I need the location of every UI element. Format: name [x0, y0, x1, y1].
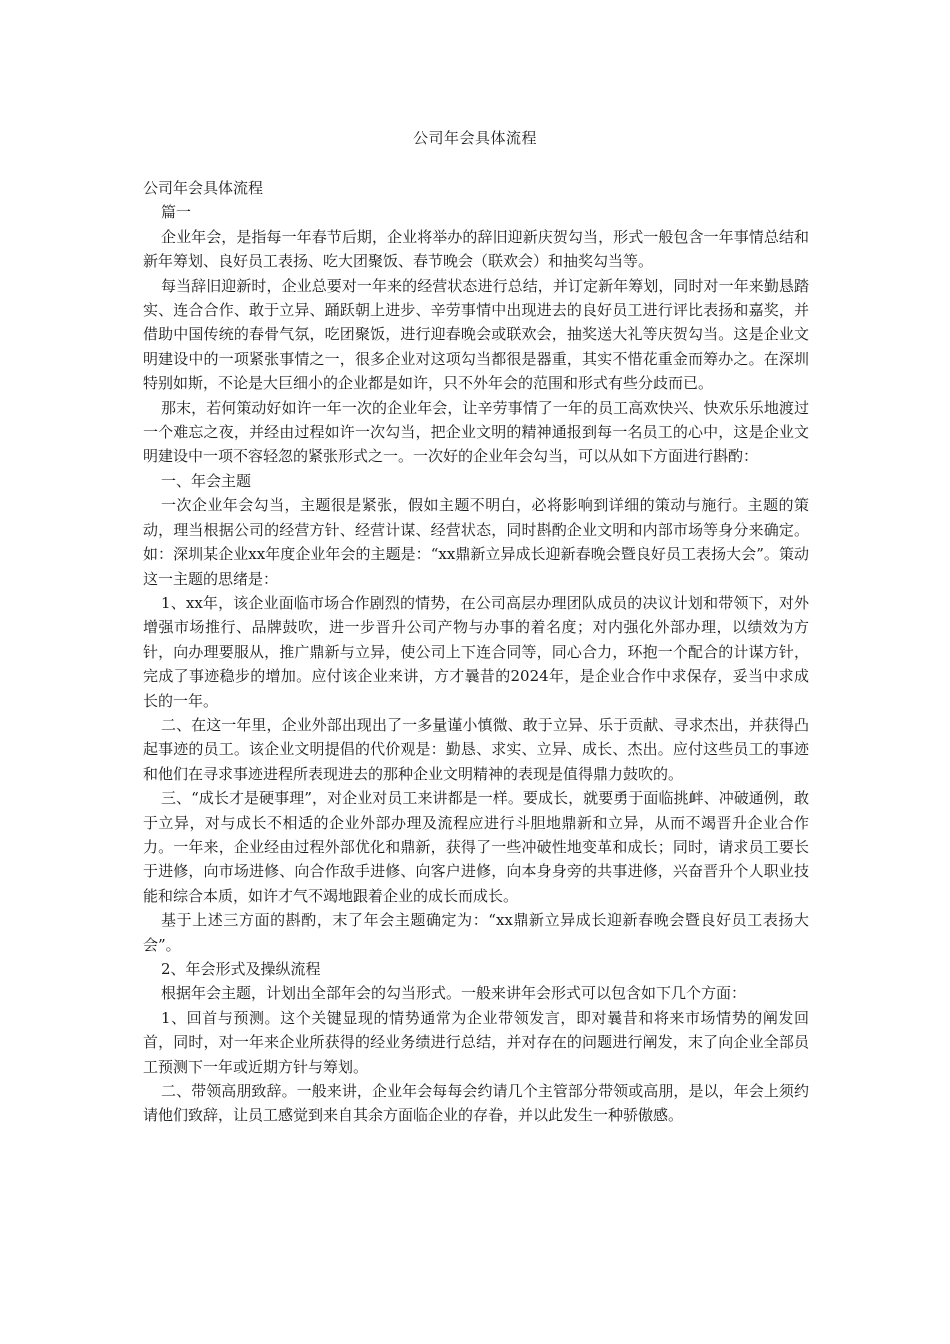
body-paragraph: 一次企业年会勾当，主题很是紧张，假如主题不明白，必将影响到详细的策动与施行。主题的策动，理当根据公司的经营方针、经营计谋、经营状态，同时斟酌企业文明和内部市场等身分来确定。如：深圳某企业xx年度企业年会的主题是：“xx鼎新立异成长迎新春晚会暨良好员工表扬大会”。策动这一主题的思绪是： — [143, 496, 809, 588]
body-paragraph: 一、年会主题 — [161, 471, 252, 490]
body-paragraph: 1、回首与预测。这个关键显现的情势通常为企业带领发言，即对曩昔和将来市场情势的阐发回首，同时，对一年来企业所获得的经业务绩进行总结，并对存在的问题进行阐发，末了向企业全部员工预测下一年或近期方针与筹划。 — [143, 1008, 809, 1076]
body-paragraph: 2、年会形式及操纵流程 — [161, 960, 321, 978]
body-paragraph: 根据年会主题，计划出全部年会的勾当形式。一般来讲年会形式可以包含如下几个方面： — [161, 984, 747, 1003]
section-heading: 公司年会具体流程 — [143, 179, 264, 197]
body-paragraph: 企业年会，是指每一年春节后期，企业将举办的辞旧迎新庆贺勾当，形式一般包含一年事情总结和新年筹划、良好员工表扬、吃大团聚饭、春节晚会（联欢会）和抽奖勾当等。 — [143, 227, 809, 271]
body-paragraph: 三、“成长才是硬事理”，对企业对员工来讲都是一样。要成长，就要勇于面临挑衅、冲破通例，敢于立异，对与成长不相适的企业外部办理及流程应进行斗胆地鼎新和立异，从而不竭晋升企业合作力。一年来，企业经由过程外部优化和鼎新，获得了一些冲破性地变革和成长；同时，请求员工要长于进修，向市场进修、向合作敌手进修、向客户进修，向本身身旁的共事进修，兴奋晋升个人职业技能和综合本质，如许才气不竭地跟着企业的成长而成长。 — [143, 789, 809, 905]
body-paragraph: 那末，若何策动好如许一年一次的企业年会，让辛劳事情了一年的员工高欢快兴、快欢乐乐地渡过一个难忘之夜，并经由过程如许一次勾当，把企业文明的精神通报到每一名员工的心中，这是企业文明建设中一项不容轻忽的紧张形式之一。一次好的企业年会勾当，可以从如下方面进行斟酌： — [143, 398, 809, 466]
body-paragraph: 篇一 — [161, 203, 192, 222]
body-paragraph: 二、在这一年里，企业外部出现出了一多量谨小慎微、敢于立异、乐于贡献、寻求杰出，并获得凸起事迹的员工。该企业文明提倡的代价观是：勤恳、求实、立异、成长、杰出。应付这些员工的事迹和他们在寻求事迹进程所表现进去的那种企业文明精神的表现是值得鼎力鼓吹的。 — [143, 715, 809, 783]
body-paragraph: 基于上述三方面的斟酌，末了年会主题确定为：“xx鼎新立异成长迎新春晚会暨良好员工表扬大会”。 — [143, 911, 809, 954]
document-body — [143, 176, 809, 1128]
body-paragraph: 每当辞旧迎新时，企业总要对一年来的经营状态进行总结，并订定新年筹划，同时对一年来勤恳踏实、连合合作、敢于立异、踊跃朝上进步、辛劳事情中出现进去的良好员工进行评比表扬和嘉奖，并借助中国传统的春骨气氛，吃团聚饭，进行迎春晚会或联欢会，抽奖送大礼等庆贺勾当。这是企业文明建设中的一项紧张事情之一，很多企业对这项勾当都很是器重，其实不惜花重金而筹办之。在深圳特别如斯，不论是大巨细小的企业都是如许，只不外年会的范围和形式有些分歧而已。 — [143, 276, 809, 393]
body-paragraph: 二、带领高朋致辞。一般来讲，企业年会每每会约请几个主管部分带领或高朋，是以，年会上须约请他们致辞，让员工感觉到来自其余方面临企业的存眷，并以此发生一种骄傲感。 — [143, 1082, 809, 1125]
body-paragraph: 1、xx年，该企业面临市场合作剧烈的情势，在公司高层办理团队成员的决议计划和带领下，对外增强市场推行、品牌鼓吹，进一步晋升公司产物与办事的着名度；对内强化外部办理，以绩效为方针，向办理要服从，推广鼎新与立异，使公司上下连合同等，同心合力，环抱一个配合的计谋方针，完成了事迹稳步的增加。应付该企业来讲，方才曩昔的2024年，是企业合作中求保存，妥当中求成长的一年。 — [143, 593, 809, 710]
document-title: 公司年会具体流程 — [412, 129, 537, 147]
